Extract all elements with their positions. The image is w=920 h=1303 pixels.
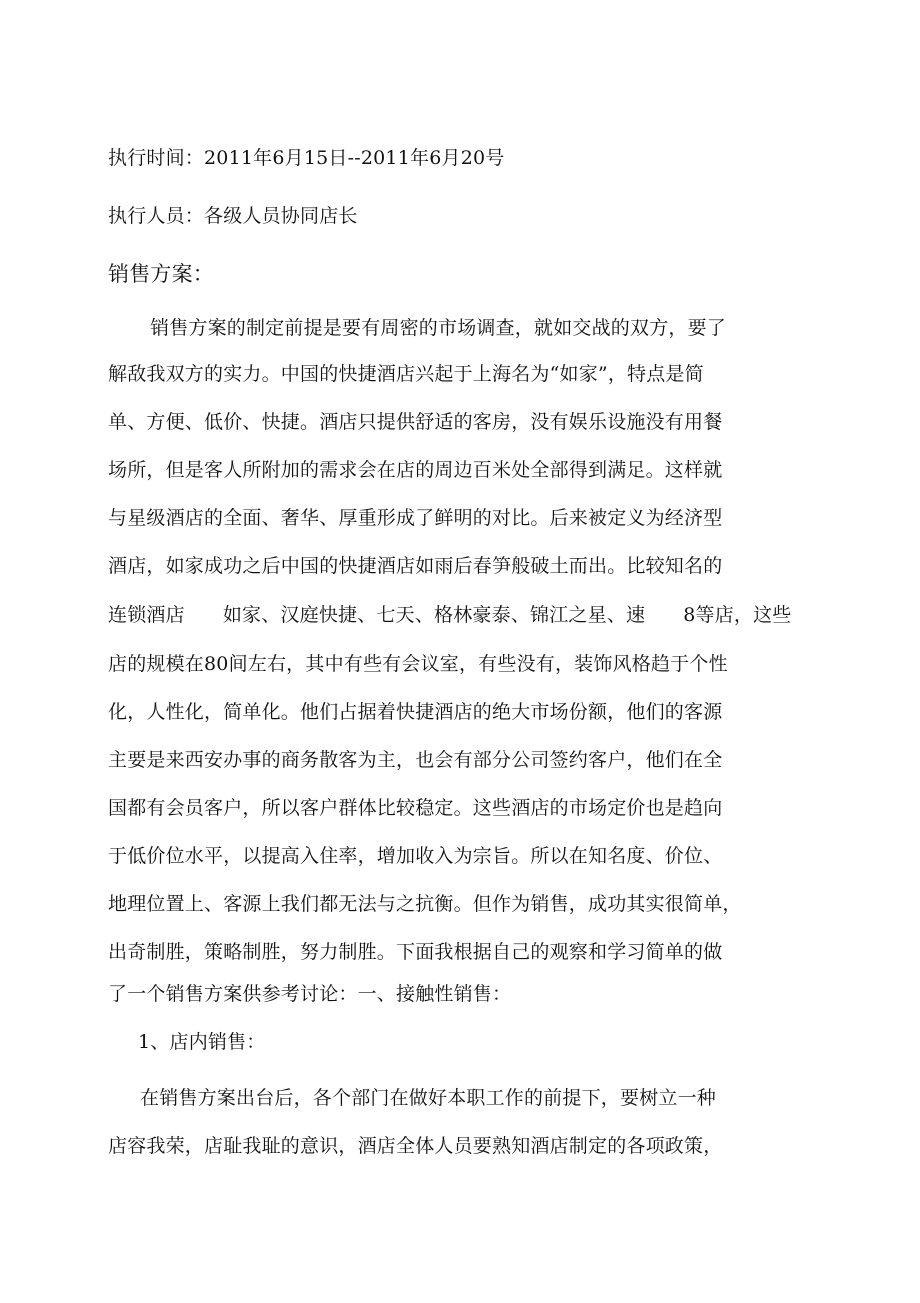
paragraph-line: 在销售方案出台后，各个部门在做好本职工作的前提下，要树立一种 — [140, 1087, 717, 1109]
paragraph-line: 于低价位水平，以提高入住率，增加收入为宗旨。所以在知名度、价位、 — [108, 845, 723, 867]
exec-staff-line: 执行人员：各级人员协同店长 — [108, 205, 358, 227]
paragraph-line: 主要是来西安办事的商务散客为主，也会有部分公司签约客户，他们在全 — [108, 749, 723, 771]
paragraph-line: 与星级酒店的全面、奢华、厚重形成了鲜明的对比。后来被定义为经济型 — [108, 507, 723, 529]
paragraph-line: 化，人性化，简单化。他们占据着快捷酒店的绝大市场份额，他们的客源 — [108, 701, 723, 723]
paragraph-line: 出奇制胜，策略制胜，努力制胜。下面我根据自己的观察和学习简单的做 — [108, 941, 723, 963]
paragraph-line: 场所，但是客人所附加的需求会在店的周边百米处全部得到满足。这样就 — [108, 459, 723, 481]
exec-time-line: 执行时间：2011年6月15日--2011年6月20号 — [108, 147, 505, 169]
chain-line-part1: 连锁酒店 — [108, 604, 185, 626]
paragraph-line: 了一个销售方案供参考讨论：一、接触性销售： — [108, 983, 512, 1005]
paragraph-line: 店的规模在80间左右，其中有些有会议室，有些没有，装饰风格趋于个性 — [108, 653, 728, 675]
paragraph-line: 酒店，如家成功之后中国的快捷酒店如雨后春笋般破土而出。比较知名的 — [108, 555, 723, 577]
paragraph-line: 地理位置上、客源上我们都无法与之抗衡。但作为销售，成功其实很简单， — [108, 893, 742, 915]
paragraph-line: 解敌我双方的实力。中国的快捷酒店兴起于上海名为“如家”，特点是简 — [108, 363, 704, 385]
chain-line-part2: 如家、汉庭快捷、七天、格林豪泰、锦江之星、速 — [222, 604, 646, 626]
paragraph-line: 单、方便、低价、快捷。酒店只提供舒适的客房，没有娱乐设施没有用餐 — [108, 411, 723, 433]
paragraph-line: 销售方案的制定前提是要有周密的市场调查，就如交战的双方，要了 — [150, 317, 727, 339]
chain-line-part3: 8等店，这些 — [683, 604, 792, 626]
subheading-store-sales: 1、店内销售： — [138, 1031, 266, 1053]
chain-hotels-line — [108, 603, 792, 627]
section-heading: 销售方案： — [108, 262, 214, 286]
paragraph-line: 国都有会员客户，所以客户群体比较稳定。这些酒店的市场定价也是趋向 — [108, 797, 723, 819]
paragraph-line: 店容我荣，店耻我耻的意识，酒店全体人员要熟知酒店制定的各项政策， — [108, 1135, 723, 1157]
